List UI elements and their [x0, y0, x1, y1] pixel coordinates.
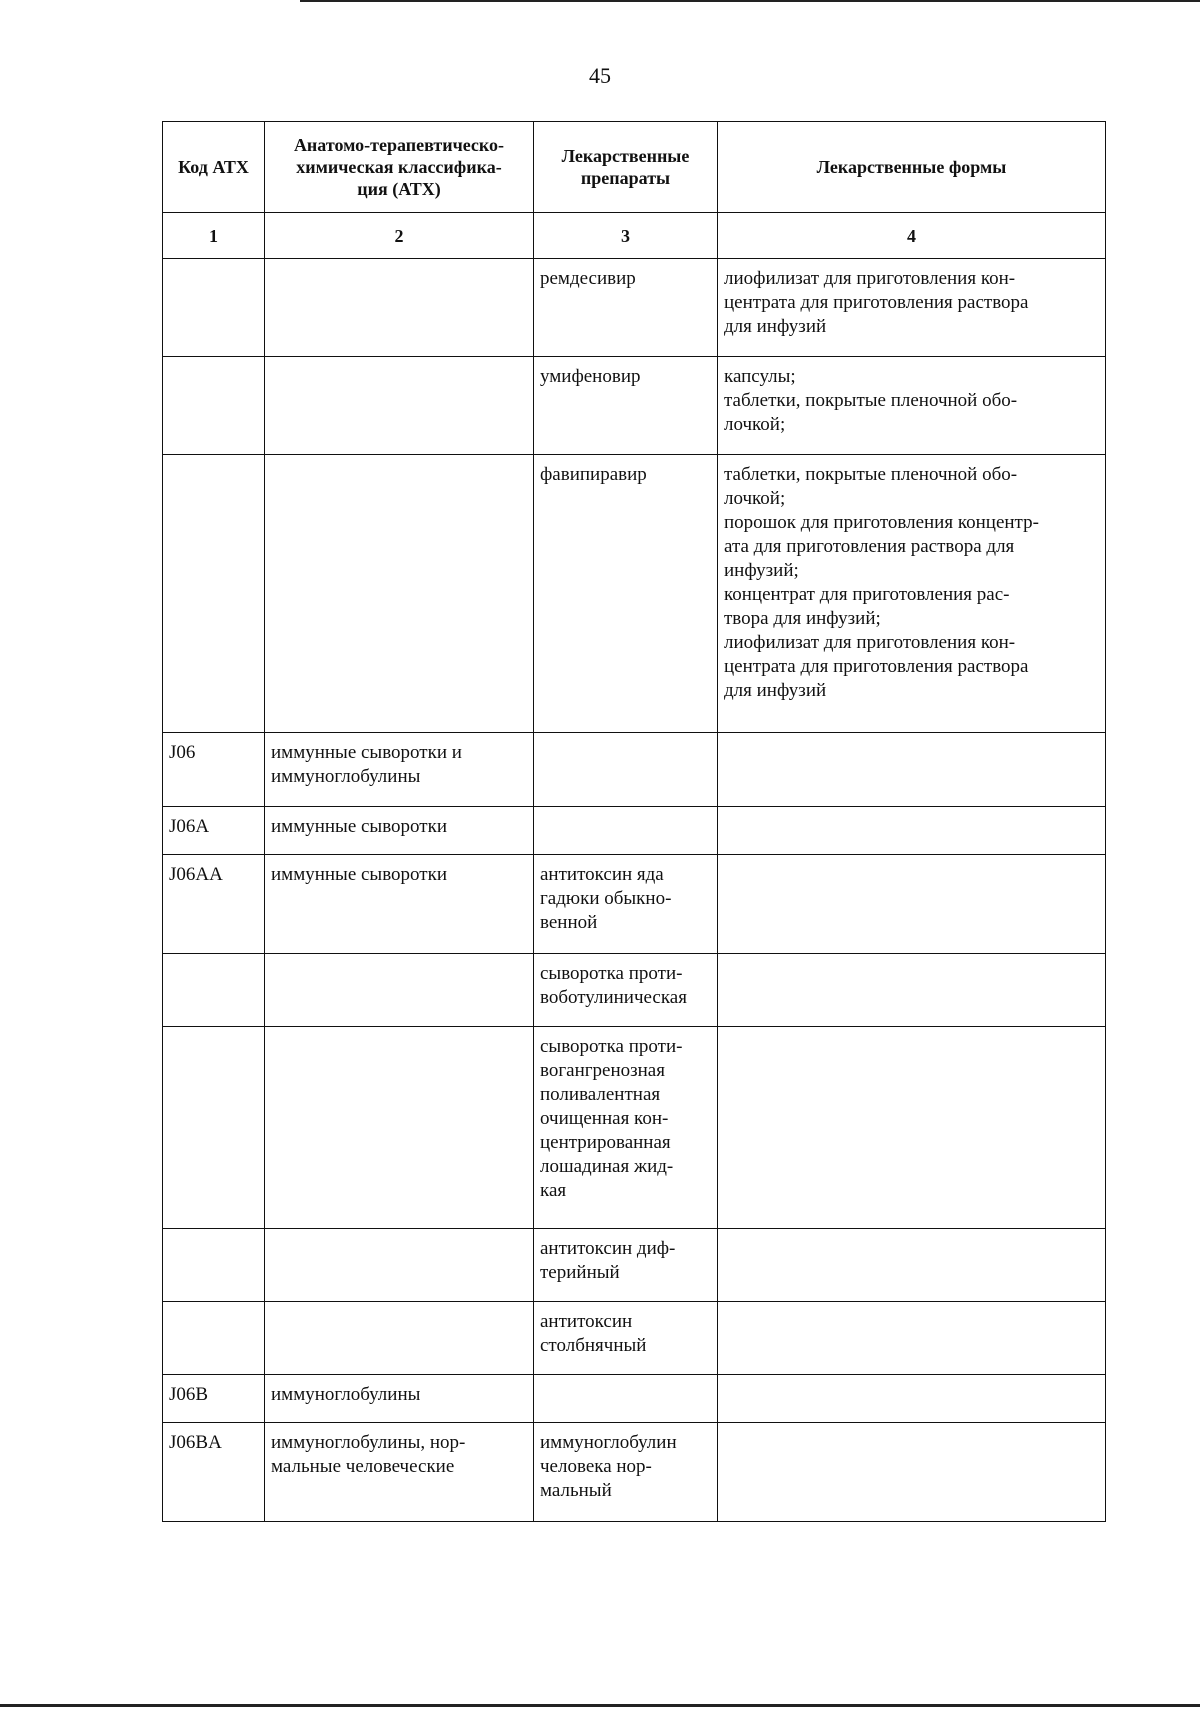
table-header-row: [163, 122, 1106, 213]
table-row: [163, 1302, 1106, 1375]
drug-cell: ремдесивир: [534, 259, 718, 357]
dosage-forms-cell: [718, 1027, 1106, 1229]
table-row: [163, 1375, 1106, 1423]
table-row: [163, 357, 1106, 455]
atc-code-cell: J06A: [163, 807, 265, 855]
drug-cell: антитоксин яда гадюки обыкно- венной: [534, 855, 718, 954]
classification-cell: [265, 357, 534, 455]
table-row: [163, 855, 1106, 954]
table-row: [163, 259, 1106, 357]
classification-cell: иммунные сыворотки: [265, 855, 534, 954]
atc-code-cell: [163, 259, 265, 357]
classification-cell: иммунные сыворотки и иммуноглобулины: [265, 733, 534, 807]
dosage-forms-cell: [718, 1229, 1106, 1302]
column-number: 3: [534, 213, 718, 259]
dosage-forms-cell: [718, 733, 1106, 807]
table-row: [163, 733, 1106, 807]
dosage-forms-cell: [718, 954, 1106, 1027]
atc-code-cell: [163, 1229, 265, 1302]
dosage-forms-cell: капсулы; таблетки, покрытые пленочной обо- лочкой;: [718, 357, 1106, 455]
page-number: 45: [589, 63, 611, 88]
table-row: [163, 1229, 1106, 1302]
atc-code-cell: J06BA: [163, 1423, 265, 1522]
dosage-forms-cell: [718, 1423, 1106, 1522]
drug-cell: сыворотка проти- вогангренозная поливалентная очищенная кон- центрированная лошадиная жид- кая: [534, 1027, 718, 1229]
drug-cell: [534, 733, 718, 807]
dosage-forms-cell: таблетки, покрытые пленочной обо- лочкой; порошок для приготовления концентр- ата для приготовления раствора для инфузий; концентрат для приготовления рас- твора для инфузий; лиофилизат для приготовления кон- центрата для приготовления раствора для инфузий: [718, 455, 1106, 733]
atc-drug-table: [162, 121, 1106, 1522]
drug-cell: [534, 807, 718, 855]
column-number: 1: [163, 213, 265, 259]
classification-cell: [265, 455, 534, 733]
atc-code-cell: J06B: [163, 1375, 265, 1423]
header-drugs: Лекарственные препараты: [534, 122, 718, 213]
dosage-forms-cell: [718, 1302, 1106, 1375]
atc-code-cell: J06: [163, 733, 265, 807]
scan-edge-bottom: [0, 1704, 1200, 1707]
table-row: [163, 954, 1106, 1027]
dosage-forms-cell: [718, 855, 1106, 954]
column-number-row: [163, 213, 1106, 259]
column-number: 4: [718, 213, 1106, 259]
table-row: [163, 1423, 1106, 1522]
drug-cell: сыворотка проти- воботулиническая: [534, 954, 718, 1027]
drug-cell: [534, 1375, 718, 1423]
dosage-forms-cell: [718, 807, 1106, 855]
table-row: [163, 1027, 1106, 1229]
header-dosage-forms: Лекарственные формы: [718, 122, 1106, 213]
drug-cell: умифеновир: [534, 357, 718, 455]
atc-code-cell: [163, 1302, 265, 1375]
scan-edge-top: [300, 0, 1200, 2]
header-atc-classification: Анатомо-терапевтическо- химическая классифика- ция (АТХ): [265, 122, 534, 213]
drug-cell: иммуноглобулин человека нор- мальный: [534, 1423, 718, 1522]
classification-cell: [265, 1027, 534, 1229]
classification-cell: [265, 259, 534, 357]
atc-code-cell: [163, 1027, 265, 1229]
atc-code-cell: [163, 954, 265, 1027]
drug-cell: антитоксин диф- терийный: [534, 1229, 718, 1302]
table-row: [163, 455, 1106, 733]
atc-code-cell: [163, 357, 265, 455]
column-number: 2: [265, 213, 534, 259]
atc-code-cell: J06AA: [163, 855, 265, 954]
atc-code-cell: [163, 455, 265, 733]
table-row: [163, 807, 1106, 855]
dosage-forms-cell: [718, 1375, 1106, 1423]
classification-cell: иммуноглобулины: [265, 1375, 534, 1423]
classification-cell: иммунные сыворотки: [265, 807, 534, 855]
classification-cell: [265, 954, 534, 1027]
classification-cell: [265, 1229, 534, 1302]
drug-cell: фавипиравир: [534, 455, 718, 733]
drug-cell: антитоксин столбнячный: [534, 1302, 718, 1375]
classification-cell: иммуноглобулины, нор- мальные человеческие: [265, 1423, 534, 1522]
classification-cell: [265, 1302, 534, 1375]
header-atc-code: Код АТХ: [163, 122, 265, 213]
dosage-forms-cell: лиофилизат для приготовления кон- центрата для приготовления раствора для инфузий: [718, 259, 1106, 357]
